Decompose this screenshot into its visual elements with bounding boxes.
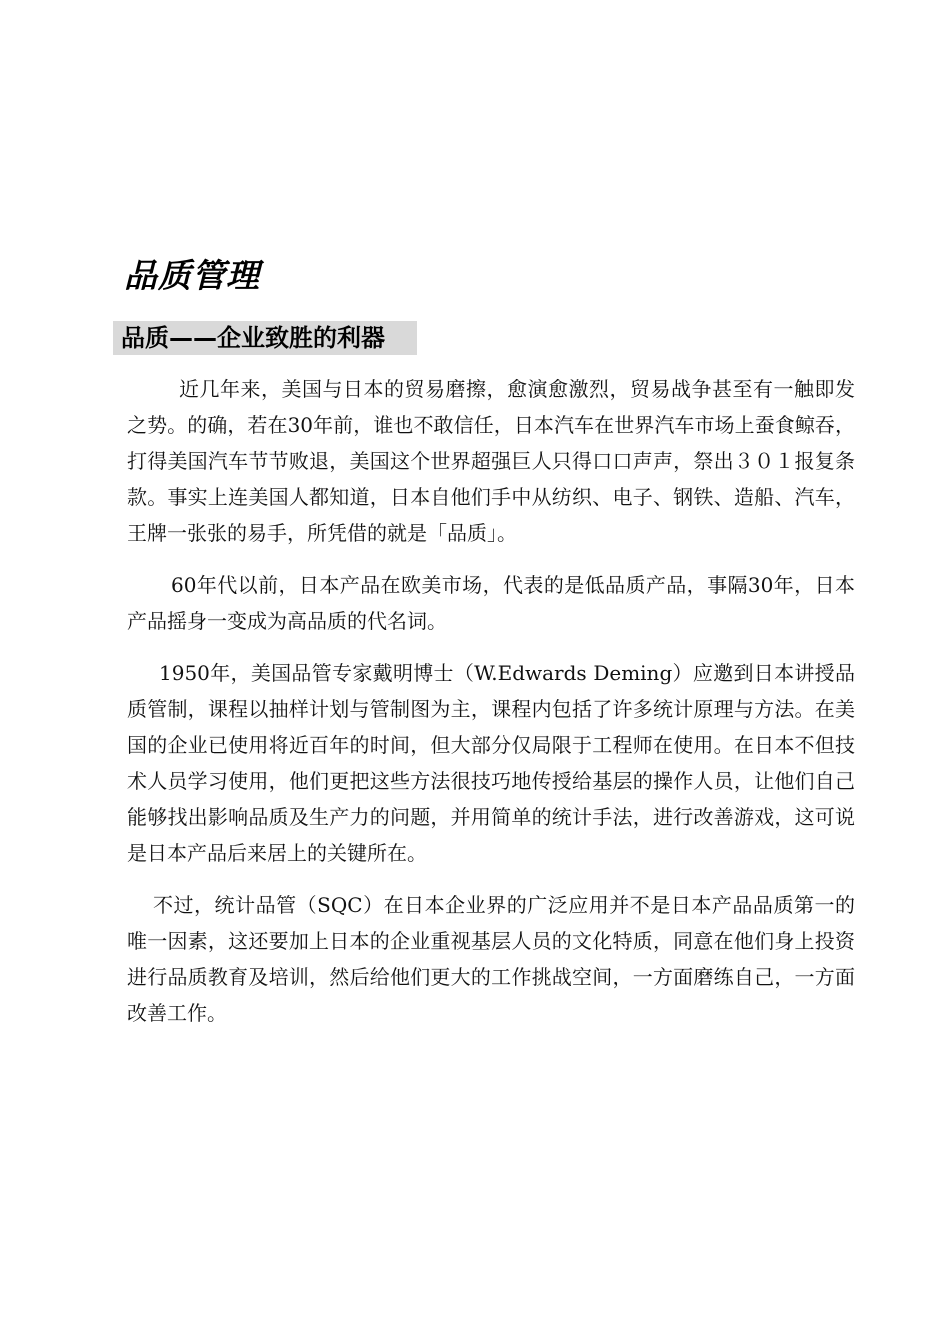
paragraph: 近几年来，美国与日本的贸易磨擦，愈演愈激烈，贸易战争甚至有一触即发之势。的确，若在30年前，谁也不敢信任，日本汽车在世界汽车市场上蚕食鲸吞，打得美国汽车节节败退，美国这个世界超强巨人只得口口声声，祭出３０１报复条款。事实上连美国人都知道，日本自他们手中从纺织、电子、钢铁、造船、汽车，王牌一张张的易手，所凭借的就是「品质」。 xyxy=(127,377,855,545)
body-text xyxy=(127,371,855,1047)
paragraph: 不过，统计品管（SQC）在日本企业界的广泛应用并不是日本产品品质第一的唯一因素，这还要加上日本的企业重视基层人员的文化特质，同意在他们身上投资进行品质教育及培训，然后给他们更大的工作挑战空间，一方面磨练自己，一方面改善工作。 xyxy=(127,893,855,1025)
paragraph: 60年代以前，日本产品在欧美市场，代表的是低品质产品，事隔30年，日本产品摇身一变成为高品质的代名词。 xyxy=(127,573,855,633)
document-title: 品质管理 xyxy=(124,256,260,295)
paragraph: 1950年，美国品管专家戴明博士（W.Edwards Deming）应邀到日本讲授品质管制，课程以抽样计划与管制图为主，课程内包括了许多统计原理与方法。在美国的企业已使用将近百年的时间，但大部分仅局限于工程师在使用。在日本不但技术人员学习使用，他们更把这些方法很技巧地传授给基层的操作人员，让他们自己能够找出影响品质及生产力的问题，并用简单的统计手法，进行改善游戏，这可说是日本产品后来居上的关键所在。 xyxy=(127,661,855,865)
section-heading: 品质——企业致胜的利器 xyxy=(113,321,417,355)
